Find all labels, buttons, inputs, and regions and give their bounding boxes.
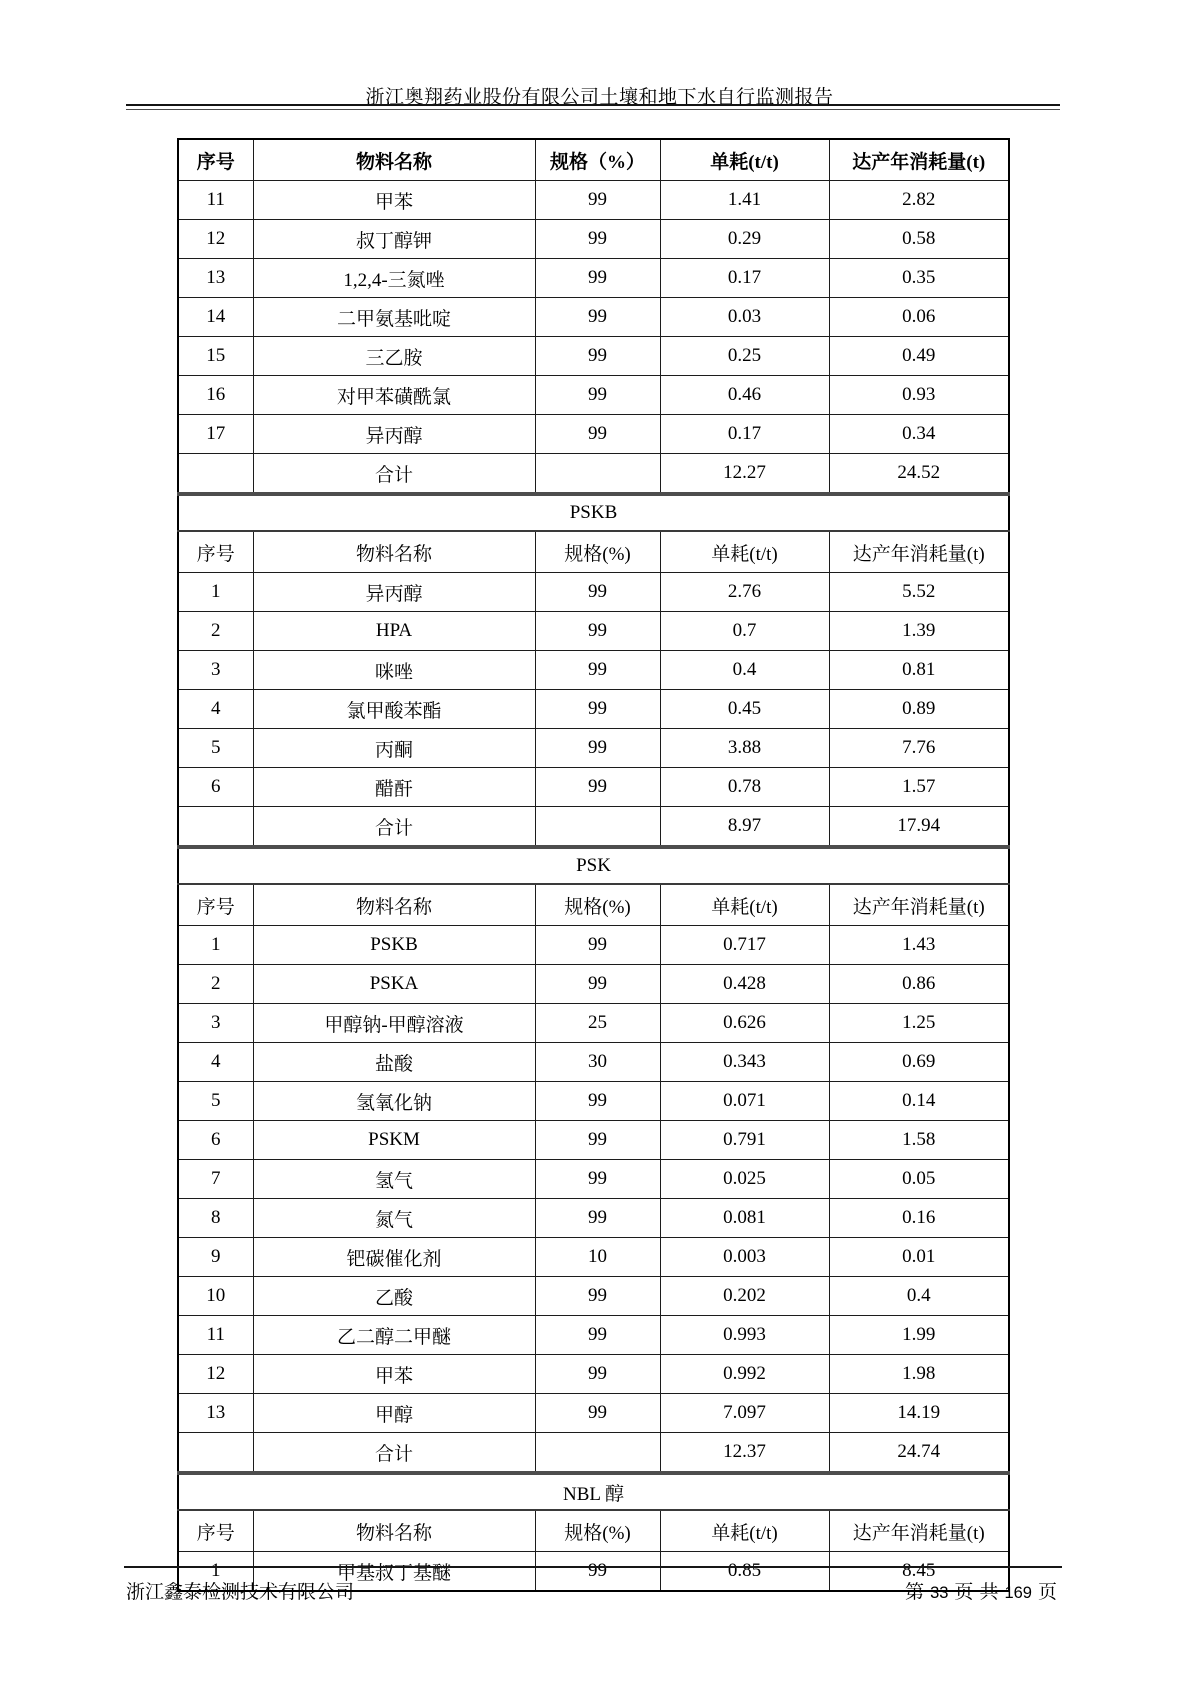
table-cell: 异丙醇 [253,573,535,612]
table-row [178,1473,1009,1510]
table-row [178,454,1009,495]
column-header: 达产年消耗量(t) [829,531,1009,573]
column-header: 序号 [178,884,253,926]
table-cell: 13 [178,259,253,298]
table-cell: 0.17 [660,259,829,298]
table-row [178,690,1009,729]
table-cell: 3 [178,651,253,690]
table-cell: 11 [178,1316,253,1355]
table-cell: 乙酸 [253,1277,535,1316]
column-header: 达产年消耗量(t) [829,884,1009,926]
table-cell: 5 [178,1082,253,1121]
table-cell: 99 [535,1552,660,1592]
table-cell: 甲基叔丁基醚 [253,1552,535,1592]
table-cell: 12 [178,220,253,259]
table-cell: 15 [178,337,253,376]
table-row [178,337,1009,376]
column-header: 物料名称 [253,1510,535,1552]
table-row [178,1394,1009,1433]
table-cell: 0.081 [660,1199,829,1238]
table-row [178,1004,1009,1043]
column-header: 规格(%) [535,1510,660,1552]
table-cell: 8 [178,1199,253,1238]
column-header: 序号 [178,139,253,181]
table-row [178,298,1009,337]
table-cell: 99 [535,1199,660,1238]
table-cell: 99 [535,1355,660,1394]
page-number-part: 页 [1037,1582,1057,1603]
page-number-part: 页 [954,1582,974,1603]
table-cell: 1 [178,926,253,965]
table-cell: 25 [535,1004,660,1043]
table-row [178,376,1009,415]
table-cell: 0.89 [829,690,1009,729]
section-title: PSK [178,847,1009,884]
table-cell: 三乙胺 [253,337,535,376]
table-cell [178,1433,253,1474]
table-row [178,1121,1009,1160]
table-cell: 0.46 [660,376,829,415]
table-cell: 10 [178,1277,253,1316]
table-cell: 99 [535,181,660,220]
total-unit-value: 12.37 [660,1433,829,1474]
section-title: NBL 醇 [178,1473,1009,1510]
table-cell: 0.992 [660,1355,829,1394]
table-cell: 0.69 [829,1043,1009,1082]
table-row [178,1238,1009,1277]
table-cell: 二甲氨基吡啶 [253,298,535,337]
table-row [178,729,1009,768]
table-cell: 99 [535,1394,660,1433]
table-cell: 0.4 [660,651,829,690]
table-cell: 异丙醇 [253,415,535,454]
table-cell: 丙酮 [253,729,535,768]
table-row [178,415,1009,454]
table-cell: 2 [178,965,253,1004]
table-cell: HPA [253,612,535,651]
table-row [178,847,1009,884]
table-cell: 0.01 [829,1238,1009,1277]
table-cell: 7.097 [660,1394,829,1433]
table-cell: 氯甲酸苯酯 [253,690,535,729]
table-cell: 7 [178,1160,253,1199]
table-row [178,1043,1009,1082]
table-cell [178,807,253,848]
table-cell: 99 [535,926,660,965]
table-cell: 11 [178,181,253,220]
table-row [178,1355,1009,1394]
section-title: PSKB [178,494,1009,531]
table-cell: 2 [178,612,253,651]
table-row [178,612,1009,651]
table-cell: PSKA [253,965,535,1004]
table-cell [535,807,660,848]
table-cell: 乙二醇二甲醚 [253,1316,535,1355]
table-cell: 13 [178,1394,253,1433]
table-cell: 0.34 [829,415,1009,454]
table-cell: 0.81 [829,651,1009,690]
table-row [178,139,1009,181]
table-cell: 99 [535,690,660,729]
table-row [178,259,1009,298]
table-cell: 12 [178,1355,253,1394]
table-row [178,1510,1009,1552]
table-cell: 1.99 [829,1316,1009,1355]
column-header: 物料名称 [253,884,535,926]
column-header: 序号 [178,531,253,573]
total-label: 合计 [253,1433,535,1474]
table-cell: 甲苯 [253,1355,535,1394]
footer-company: 浙江鑫泰检测技术有限公司 [126,1582,355,1603]
page-number-part: 共 [979,1582,999,1603]
table-cell: 0.86 [829,965,1009,1004]
table-cell: 99 [535,1316,660,1355]
footer-divider [124,1566,1062,1568]
table-cell: 5 [178,729,253,768]
table-cell: 甲苯 [253,181,535,220]
table-cell: 氢氧化钠 [253,1082,535,1121]
total-label: 合计 [253,454,535,495]
table-cell: 3 [178,1004,253,1043]
table-cell: 0.626 [660,1004,829,1043]
table-cell: 0.4 [829,1277,1009,1316]
footer-page-number [902,1577,1060,1604]
table-cell: 0.993 [660,1316,829,1355]
column-header: 达产年消耗量(t) [829,1510,1009,1552]
table-cell [178,454,253,495]
table-cell: 1 [178,573,253,612]
header-divider [126,104,1060,106]
table-row [178,220,1009,259]
table-row [178,926,1009,965]
table-row [178,965,1009,1004]
table-row [178,884,1009,926]
materials-table [177,138,1010,1592]
table-cell: 99 [535,612,660,651]
table-cell: 0.071 [660,1082,829,1121]
total-unit-value: 8.97 [660,807,829,848]
table-cell: 对甲苯磺酰氯 [253,376,535,415]
table-cell: 0.14 [829,1082,1009,1121]
table-row [178,1082,1009,1121]
table-row [178,494,1009,531]
table-cell: 1.41 [660,181,829,220]
table-cell: 0.16 [829,1199,1009,1238]
table-cell: 99 [535,376,660,415]
table-cell: 9 [178,1238,253,1277]
table-row [178,1316,1009,1355]
table-cell: 0.717 [660,926,829,965]
column-header: 物料名称 [253,531,535,573]
table-cell: 30 [535,1043,660,1082]
table-cell: 醋酐 [253,768,535,807]
table-cell: 1,2,4-三氮唑 [253,259,535,298]
table-cell: 6 [178,768,253,807]
table-cell: 6 [178,1121,253,1160]
total-annual-value: 24.52 [829,454,1009,495]
table-cell: 0.025 [660,1160,829,1199]
page-footer [126,1577,1060,1604]
table-cell: 16 [178,376,253,415]
table-cell: 5.52 [829,573,1009,612]
column-header: 规格（%） [535,139,660,181]
column-header: 单耗(t/t) [660,1510,829,1552]
table-cell: 99 [535,298,660,337]
table-cell: 0.791 [660,1121,829,1160]
table-row [178,1277,1009,1316]
table-row [178,768,1009,807]
column-header: 单耗(t/t) [660,531,829,573]
table-cell: 1 [178,1552,253,1592]
table-cell: 99 [535,768,660,807]
table-cell: 1.43 [829,926,1009,965]
table-cell: 盐酸 [253,1043,535,1082]
column-header: 规格(%) [535,531,660,573]
table-cell [535,454,660,495]
table-cell: 0.45 [660,690,829,729]
total-page-number: 169 [1004,1584,1032,1602]
table-cell: 99 [535,415,660,454]
column-header: 物料名称 [253,139,535,181]
table-cell: 99 [535,1277,660,1316]
table-cell: 0.06 [829,298,1009,337]
table-cell: 0.05 [829,1160,1009,1199]
table-cell: 0.428 [660,965,829,1004]
table-cell: 1.58 [829,1121,1009,1160]
page-number-part: 第 [905,1582,925,1603]
table-cell: 99 [535,1160,660,1199]
table-cell: 4 [178,1043,253,1082]
table-cell: 99 [535,1082,660,1121]
table-cell: 99 [535,965,660,1004]
table-cell: 0.78 [660,768,829,807]
table-cell: 0.29 [660,220,829,259]
total-annual-value: 24.74 [829,1433,1009,1474]
table-cell: 0.003 [660,1238,829,1277]
total-annual-value: 17.94 [829,807,1009,848]
table-cell: 7.76 [829,729,1009,768]
table-cell: 17 [178,415,253,454]
column-header: 单耗(t/t) [660,139,829,181]
column-header: 达产年消耗量(t) [829,139,1009,181]
current-page-number: 33 [930,1584,949,1602]
table-cell: 0.49 [829,337,1009,376]
table-cell: 99 [535,651,660,690]
table-cell: 0.35 [829,259,1009,298]
table-cell: 氮气 [253,1199,535,1238]
table-cell: 0.343 [660,1043,829,1082]
table-cell: 0.7 [660,612,829,651]
table-cell: 2.76 [660,573,829,612]
table-cell: PSKM [253,1121,535,1160]
table-cell: PSKB [253,926,535,965]
table-cell: 10 [535,1238,660,1277]
table-cell: 0.03 [660,298,829,337]
table-cell: 叔丁醇钾 [253,220,535,259]
table-cell: 3.88 [660,729,829,768]
table-row [178,1160,1009,1199]
table-cell: 甲醇 [253,1394,535,1433]
column-header: 序号 [178,1510,253,1552]
table-cell: 1.98 [829,1355,1009,1394]
table-cell: 钯碳催化剂 [253,1238,535,1277]
table-cell: 0.17 [660,415,829,454]
table-cell: 4 [178,690,253,729]
table-cell: 99 [535,337,660,376]
table-row [178,651,1009,690]
table-cell: 甲醇钠-甲醇溶液 [253,1004,535,1043]
table-cell: 1.39 [829,612,1009,651]
table-body [178,139,1009,1591]
column-header: 单耗(t/t) [660,884,829,926]
table-cell: 99 [535,220,660,259]
table-row [178,807,1009,848]
table-cell: 99 [535,1121,660,1160]
table-cell: 14.19 [829,1394,1009,1433]
table-cell: 8.45 [829,1552,1009,1592]
table-cell: 99 [535,573,660,612]
table-cell: 0.25 [660,337,829,376]
table-cell: 氢气 [253,1160,535,1199]
table-cell: 0.93 [829,376,1009,415]
table-cell: 0.58 [829,220,1009,259]
table-row [178,181,1009,220]
table-cell: 2.82 [829,181,1009,220]
page-title: 浙江奥翔药业股份有限公司土壤和地下水自行监测报告 [365,87,834,108]
header-divider-thin [126,109,1060,110]
table-cell: 99 [535,259,660,298]
table-cell: 0.202 [660,1277,829,1316]
total-label: 合计 [253,807,535,848]
table-cell: 14 [178,298,253,337]
table-row [178,1433,1009,1474]
total-unit-value: 12.27 [660,454,829,495]
table-cell: 1.25 [829,1004,1009,1043]
table-cell: 99 [535,729,660,768]
column-header: 规格(%) [535,884,660,926]
table-cell: 1.57 [829,768,1009,807]
table-cell [535,1433,660,1474]
table-cell: 咪唑 [253,651,535,690]
table-row [178,531,1009,573]
table-row [178,573,1009,612]
table-row [178,1199,1009,1238]
table-cell: 0.85 [660,1552,829,1592]
